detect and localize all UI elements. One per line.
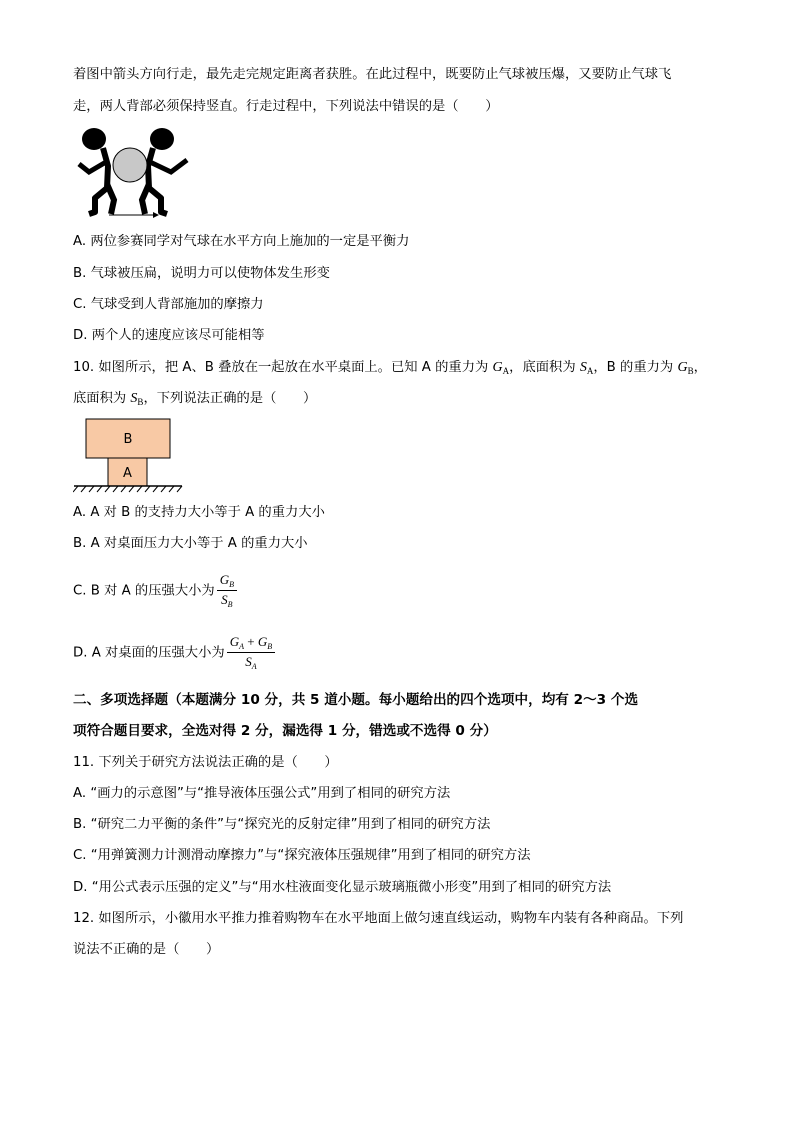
q10-option-c: C. B 对 A 的压强大小为 $\frac{G_B}{S_B}$ xyxy=(73,572,237,609)
q9-option-c: C. 气球受到人背部施加的摩擦力 xyxy=(73,297,264,312)
intro-line-2: 走，两人背部必须保持竖直。行走过程中，下列说法中错误的是（ ） xyxy=(73,99,499,114)
block-b-label: B xyxy=(123,432,133,447)
section-heading-line-1: 二、多项选择题（本题满分 10 分，共 5 道小题。每小题给出的四个选项中，均有 2～3 个选 xyxy=(73,692,639,708)
block-a-label: A xyxy=(123,466,132,481)
q10-stem-line-2: 底面积为 $S_B$，下列说法正确的是（ ） xyxy=(73,391,317,407)
q12-stem-line-2: 说法不正确的是（ ） xyxy=(73,942,220,957)
fraction-gb-over-sb: $\frac{G_B}{S_B}$ xyxy=(217,572,237,609)
section-heading-line-2: 项符合题目要求，全选对得 2 分，漏选得 1 分，错选或不选得 0 分） xyxy=(73,723,497,739)
fraction-ga-plus-gb-over-sa: $\frac{G_A + G_B}{S_A}$ xyxy=(227,634,275,671)
stacked-blocks-figure xyxy=(73,418,185,494)
q11-option-a: A. “画力的示意图”与“推导液体压强公式”用到了相同的研究方法 xyxy=(73,786,451,801)
q11-option-b: B. “研究二力平衡的条件”与“探究光的反射定律”用到了相同的研究方法 xyxy=(73,817,491,832)
q10-option-b: B. A 对桌面压力大小等于 A 的重力大小 xyxy=(73,536,308,551)
q9-option-d: D. 两个人的速度应该尽可能相等 xyxy=(73,328,265,343)
intro-line-1: 着图中箭头方向行走，最先走完规定距离者获胜。在此过程中，既要防止气球被压爆，又要防止气球飞 xyxy=(73,67,672,82)
q10-stem-line-1: 10. 如图所示，把 A、B 叠放在一起放在水平桌面上。已知 A 的重力为 $G_A$，底面积为 $S_A$，B 的重力为 $G_B$， xyxy=(73,360,707,376)
q9-option-a: A. 两位参赛同学对气球在水平方向上施加的一定是平衡力 xyxy=(73,234,410,249)
q10-option-d: D. A 对桌面的压强大小为 $\frac{G_A + G_B}{S_A}$ xyxy=(73,634,275,671)
balloon-game-figure xyxy=(73,126,193,222)
q12-stem-line-1: 12. 如图所示，小徽用水平推力推着购物车在水平地面上做匀速直线运动，购物车内装有各种商品。下列 xyxy=(73,911,684,926)
q11-option-c: C. “用弹簧测力计测滑动摩擦力”与“探究液体压强规律”用到了相同的研究方法 xyxy=(73,848,531,863)
q11-stem: 11. 下列关于研究方法说法正确的是（ ） xyxy=(73,755,338,770)
q11-option-d: D. “用公式表示压强的定义”与“用水柱液面变化显示玻璃瓶微小形变”用到了相同的研究方法 xyxy=(73,880,612,895)
q10-option-a: A. A 对 B 的支持力大小等于 A 的重力大小 xyxy=(73,505,325,520)
q9-option-b: B. 气球被压扁，说明力可以使物体发生形变 xyxy=(73,266,330,281)
